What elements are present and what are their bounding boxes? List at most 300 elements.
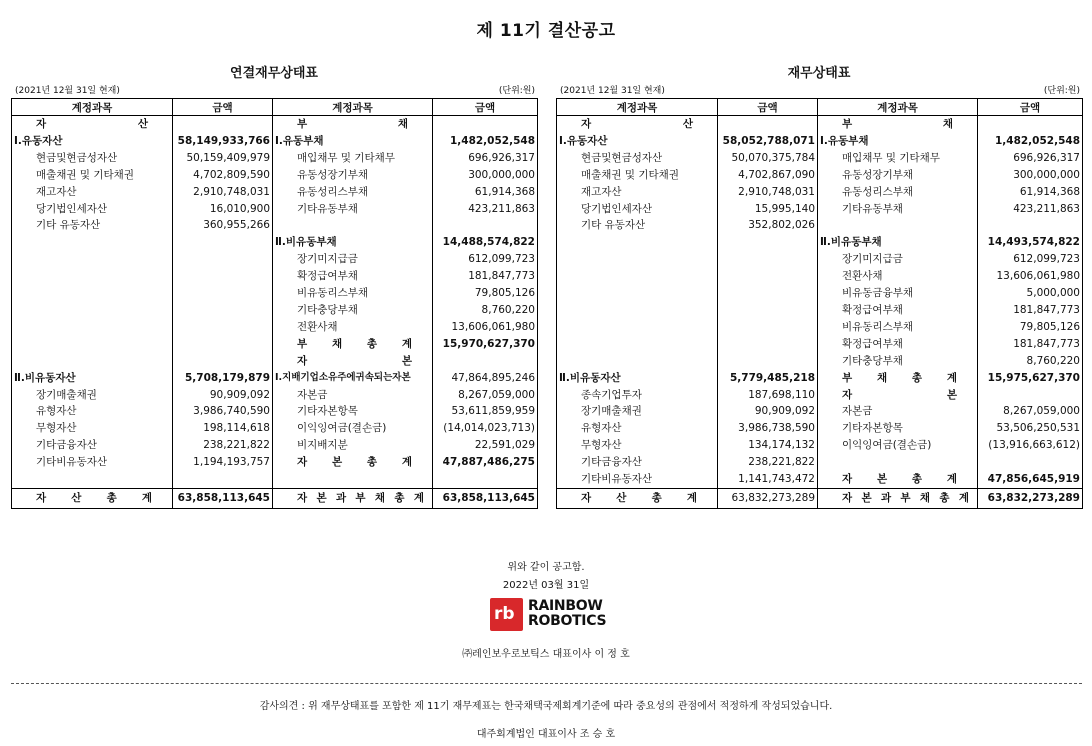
label-char: 본 [946,388,957,401]
spaced-label [297,336,412,353]
account-label: 전환사채 [273,319,433,336]
amount-cell: 15,975,627,370 [978,370,1083,387]
amount-cell [718,302,818,319]
total-assets-amount: 63,858,113,645 [173,488,273,508]
amount-cell: 13,606,061,980 [978,268,1083,285]
table-row [12,420,538,437]
amount-cell: 360,955,266 [173,217,273,234]
panel-meta [556,84,1082,98]
amount-cell [718,285,818,302]
amount-cell: 50,070,375,784 [718,150,818,167]
table-row [557,437,1083,454]
amount-cell: 53,611,859,959 [433,403,538,420]
account-label: Ⅱ.비유동부채 [273,234,433,251]
amount-cell [718,319,818,336]
col-header-amount: 금액 [718,99,818,116]
account-label: 자본금 [818,403,978,420]
table-row [557,302,1083,319]
account-label [557,285,718,302]
account-label: 기타비유동자산 [557,471,718,488]
amount-cell: 16,010,900 [173,201,273,218]
label-char: 채 [374,491,386,504]
account-label [273,353,433,370]
amount-cell: 300,000,000 [978,167,1083,184]
account-label [818,217,978,234]
amount-cell: 238,221,822 [173,437,273,454]
label-char: 산 [616,491,627,504]
amount-cell: 90,909,092 [718,403,818,420]
unit-label: (단위:원) [498,86,535,96]
logo-mark-icon [490,598,523,631]
account-label [557,234,718,251]
amount-cell: 5,708,179,879 [173,370,273,387]
account-label [557,336,718,353]
account-label: 기타금융자산 [557,454,718,471]
table-row [12,437,538,454]
label-char: 총 [911,371,923,384]
amount-cell: 8,267,059,000 [433,387,538,404]
amount-cell [718,251,818,268]
label-char: 총 [911,473,923,486]
account-label [12,319,173,336]
amount-cell: 3,986,738,590 [718,420,818,437]
amount-cell: (14,014,023,713) [433,420,538,437]
total-assets-amount: 63,832,273,289 [718,488,818,508]
amount-cell [433,353,538,370]
divider [11,683,1082,684]
label-char: 총 [366,337,378,350]
amount-cell [173,471,273,488]
table-row [557,319,1083,336]
account-label: 비지배지분 [273,437,433,454]
spaced-label [842,489,969,508]
report-date: (2021년 12월 31일 현재) [15,86,120,96]
amount-cell [978,217,1083,234]
label-char: 과 [335,491,347,504]
amount-cell: 187,698,110 [718,387,818,404]
amount-cell [433,471,538,488]
table-row [557,285,1083,302]
label-char: 채 [919,491,931,504]
amount-cell [173,319,273,336]
account-label: 이익잉여금(결손금) [818,437,978,454]
account-label: 확정급여부채 [818,302,978,319]
account-label [557,268,718,285]
ceo-signature: ㈜레인보우로보틱스 대표이사 이 정 호 [462,649,630,660]
label-char: 자 [581,491,592,504]
label-char: 채 [942,118,953,130]
amount-cell: 8,267,059,000 [978,403,1083,420]
label-char: 부 [900,491,911,504]
account-label: 비유동리스부채 [273,285,433,302]
table-row [557,353,1083,370]
amount-cell: 5,000,000 [978,285,1083,302]
table-row [557,454,1083,471]
amount-cell: 2,910,748,031 [173,184,273,201]
amount-cell [173,251,273,268]
amount-cell [433,217,538,234]
account-label: 기타유동부채 [273,201,433,218]
logo-line2: ROBOTICS [528,613,607,629]
amount-cell [173,302,273,319]
total-liab-equity-label [818,488,978,508]
label-char: 계 [946,473,957,486]
amount-cell: 238,221,822 [718,454,818,471]
label-char: 총 [394,491,405,504]
table-row [12,268,538,285]
balance-sheet-table [11,98,538,509]
account-label [557,302,718,319]
account-label [12,251,173,268]
amount-cell: 181,847,773 [433,268,538,285]
account-label: 자본금 [273,387,433,404]
account-label: 장기매출채권 [12,387,173,404]
account-label: Ⅰ.유동자산 [557,133,718,150]
label-char: 산 [682,118,693,130]
amount-cell: 14,488,574,822 [433,234,538,251]
account-label: 재고자산 [557,184,718,201]
spaced-label [842,370,957,387]
col-header-account: 계정과목 [557,99,718,116]
account-label [818,454,978,471]
account-label: 매출채권 및 기타채권 [557,167,718,184]
account-label: 확정급여부채 [273,268,433,285]
account-label: 유동성장기부채 [818,167,978,184]
account-label [273,454,433,471]
account-label: 유동성장기부채 [273,167,433,184]
amount-cell: 4,702,809,590 [173,167,273,184]
logo-line1: RAINBOW [528,598,603,614]
label-char: 채 [876,371,888,384]
label-char: 산 [71,491,82,504]
label-char: 본 [331,456,343,469]
account-label: 무형자산 [557,437,718,454]
table-row [557,336,1083,353]
amount-cell [718,336,818,353]
amount-cell [978,387,1083,404]
amount-cell: 198,114,618 [173,420,273,437]
account-label: 매출채권 및 기타채권 [12,167,173,184]
label-char: 계 [413,491,424,504]
company-logo [490,598,607,632]
account-label: 종속기업투자 [557,387,718,404]
label-char: 계 [401,456,412,469]
amount-cell: 300,000,000 [433,167,538,184]
label-char: 본 [401,354,412,367]
amount-cell [718,353,818,370]
account-label: 기타충당부채 [818,353,978,370]
account-label [12,285,173,302]
spaced-label [36,489,152,508]
table-row [12,167,538,184]
amount-cell: 15,970,627,370 [433,336,538,353]
notice-date: 2022년 03월 31일 [502,580,590,591]
account-label: 기타자본항목 [273,403,433,420]
table-row [557,184,1083,201]
table-row [557,234,1083,251]
account-label: 비유동금융부채 [818,285,978,302]
spaced-label [297,116,408,133]
account-label: 당기법인세자산 [557,201,718,218]
account-label: 기타비유동자산 [12,454,173,471]
table-row [12,150,538,167]
amount-cell: 134,174,132 [718,437,818,454]
table-row [557,201,1083,218]
table-row [557,167,1083,184]
grand-total-row [557,488,1083,508]
amount-cell [173,353,273,370]
spaced-label [842,471,957,488]
panel-title: 연결재무상태표 [230,66,318,81]
table-row [12,403,538,420]
auditor-signature: 대주회계법인 대표이사 조 승 호 [476,729,616,740]
spaced-label [297,353,412,370]
amount-cell: 47,864,895,246 [433,370,538,387]
table-row [557,370,1083,387]
account-label [557,353,718,370]
label-char: 계 [141,491,152,504]
col-header-amount: 금액 [173,99,273,116]
account-label [12,234,173,251]
table-row [557,471,1083,488]
balance-sheet-table [556,98,1083,509]
amount-cell: 15,995,140 [718,201,818,218]
account-label [818,471,978,488]
account-label: 장기미지급금 [273,251,433,268]
table-row [557,403,1083,420]
panel-meta [11,84,537,98]
amount-cell [173,336,273,353]
account-label: 기타유동부채 [818,201,978,218]
label-char: 계 [946,371,957,384]
account-label [12,353,173,370]
account-label: 기타자본항목 [818,420,978,437]
account-label: Ⅰ.지배기업소유주에귀속되는자본 [273,370,433,387]
spaced-label [581,116,693,133]
account-label: Ⅰ.유동부채 [273,133,433,150]
account-label [12,302,173,319]
page-title: 제 11기 결산공고 [476,21,616,41]
amount-cell: 696,926,317 [433,150,538,167]
amount-cell [173,285,273,302]
account-label: Ⅰ.유동부채 [818,133,978,150]
amount-cell: 423,211,863 [978,201,1083,218]
amount-cell [173,234,273,251]
col-header-account: 계정과목 [818,99,978,116]
label-char: 자 [36,491,47,504]
table-row [557,217,1083,234]
amount-cell: 14,493,574,822 [978,234,1083,251]
table-row [12,201,538,218]
account-label [557,251,718,268]
col-header-account: 계정과목 [273,99,433,116]
label-char: 산 [137,118,148,130]
audit-opinion: 감사의견 : 위 재무상태표를 포함한 제 11기 재무제표는 한국채택국제회계기준에 따라 중요성의 관점에서 적정하게 작성되었습니다. [259,701,833,712]
account-label [273,217,433,234]
account-label: 기타 유동자산 [557,217,718,234]
amount-cell: 47,887,486,275 [433,454,538,471]
total-assets-label [12,488,173,508]
label-char: 부 [297,337,308,350]
label-char: 자 [36,118,47,130]
total-liab-equity-amount: 63,832,273,289 [978,488,1083,508]
spaced-label [842,387,957,404]
label-char: 부 [842,118,853,130]
table-row [12,370,538,387]
account-label: Ⅰ.유동자산 [12,133,173,150]
account-label [818,370,978,387]
label-char: 채 [331,337,343,350]
amount-cell: 90,909,092 [173,387,273,404]
amount-cell [978,454,1083,471]
account-label: 확정급여부채 [818,336,978,353]
label-char: 부 [842,371,853,384]
table-row [12,234,538,251]
amount-cell: 612,099,723 [433,251,538,268]
label-char: 자 [842,491,853,504]
account-label: 유동성리스부채 [273,184,433,201]
table-row [557,387,1083,404]
table-row [12,336,538,353]
account-label: 기타 유동자산 [12,217,173,234]
label-char: 과 [880,491,892,504]
amount-cell [718,268,818,285]
amount-cell: 4,702,867,090 [718,167,818,184]
table-row [557,268,1083,285]
table-row [12,353,538,370]
label-char: 자 [297,456,308,469]
account-label: 유동성리스부채 [818,184,978,201]
account-label: 유형자산 [557,420,718,437]
separate-panel [556,64,1082,509]
label-char: 자 [297,491,308,504]
label-char: 자 [842,473,853,486]
label-char: 자 [297,354,308,367]
consolidated-panel [11,64,537,509]
account-label: 무형자산 [12,420,173,437]
amount-cell: 1,482,052,548 [978,133,1083,150]
label-char: 계 [958,491,969,504]
notice-text: 위와 같이 공고함. [507,562,585,573]
section-header-row [12,116,538,133]
account-label: 재고자산 [12,184,173,201]
table-row [12,454,538,471]
amount-cell: 22,591,029 [433,437,538,454]
logo-wordmark [528,599,606,629]
amount-cell: 1,141,743,472 [718,471,818,488]
amount-cell: 181,847,773 [978,302,1083,319]
amount-cell: 58,149,933,766 [173,133,273,150]
amount-cell: 58,052,788,071 [718,133,818,150]
account-label: 장기미지급금 [818,251,978,268]
amount-cell: 50,159,409,979 [173,150,273,167]
table-row [557,420,1083,437]
table-row [12,217,538,234]
table-row [557,150,1083,167]
label-char: 본 [876,473,888,486]
amount-cell: 352,802,026 [718,217,818,234]
label-char: 총 [366,456,378,469]
account-label: Ⅱ.비유동자산 [12,370,173,387]
label-char: 총 [939,491,950,504]
label-char: 본 [861,491,872,504]
amount-cell: 13,606,061,980 [433,319,538,336]
amount-cell: 61,914,368 [978,184,1083,201]
account-label: 매입채무 및 기타채무 [818,150,978,167]
spaced-label [36,116,148,133]
account-label [12,268,173,285]
account-label: Ⅱ.비유동자산 [557,370,718,387]
amount-cell: 8,760,220 [978,353,1083,370]
amount-cell: 181,847,773 [978,336,1083,353]
amount-cell: 53,506,250,531 [978,420,1083,437]
table-row [12,251,538,268]
amount-cell [718,234,818,251]
report-date: (2021년 12월 31일 현재) [560,86,665,96]
account-label: 기타충당부채 [273,302,433,319]
account-label [557,319,718,336]
amount-cell [173,268,273,285]
total-liab-equity-label [273,488,433,508]
amount-cell: 423,211,863 [433,201,538,218]
account-label [818,387,978,404]
account-label: 매입채무 및 기타채무 [273,150,433,167]
total-assets-label [557,488,718,508]
table-row [12,319,538,336]
table-row [12,285,538,302]
amount-cell: 696,926,317 [978,150,1083,167]
amount-cell: 612,099,723 [978,251,1083,268]
label-char: 채 [397,118,408,130]
account-label [273,336,433,353]
total-liab-equity-amount: 63,858,113,645 [433,488,538,508]
account-label: 비유동리스부채 [818,319,978,336]
account-label [12,471,173,488]
table-row [557,133,1083,150]
account-label [12,336,173,353]
amount-cell: 79,805,126 [978,319,1083,336]
amount-cell: 1,482,052,548 [433,133,538,150]
amount-cell: 79,805,126 [433,285,538,302]
label-char: 총 [651,491,662,504]
label-char: 본 [316,491,327,504]
table-row [12,133,538,150]
label-char: 부 [355,491,366,504]
account-label: Ⅱ.비유동부채 [818,234,978,251]
spaced-label [297,489,424,508]
logo-mark: rb [494,604,515,624]
amount-cell: (13,916,663,612) [978,437,1083,454]
unit-label: (단위:원) [1043,86,1080,96]
amount-cell: 3,986,740,590 [173,403,273,420]
label-char: 총 [106,491,117,504]
account-label: 유형자산 [12,403,173,420]
label-char: 자 [842,388,853,401]
account-label: 현금및현금성자산 [12,150,173,167]
amount-cell: 5,779,485,218 [718,370,818,387]
table-row [12,387,538,404]
amount-cell: 8,760,220 [433,302,538,319]
amount-cell: 61,914,368 [433,184,538,201]
label-char: 계 [401,337,412,350]
account-label: 기타금융자산 [12,437,173,454]
account-label: 이익잉여금(결손금) [273,420,433,437]
col-header-amount: 금액 [433,99,538,116]
account-label: 현금및현금성자산 [557,150,718,167]
table-row [557,251,1083,268]
label-char: 자 [581,118,592,130]
label-char: 부 [297,118,308,130]
